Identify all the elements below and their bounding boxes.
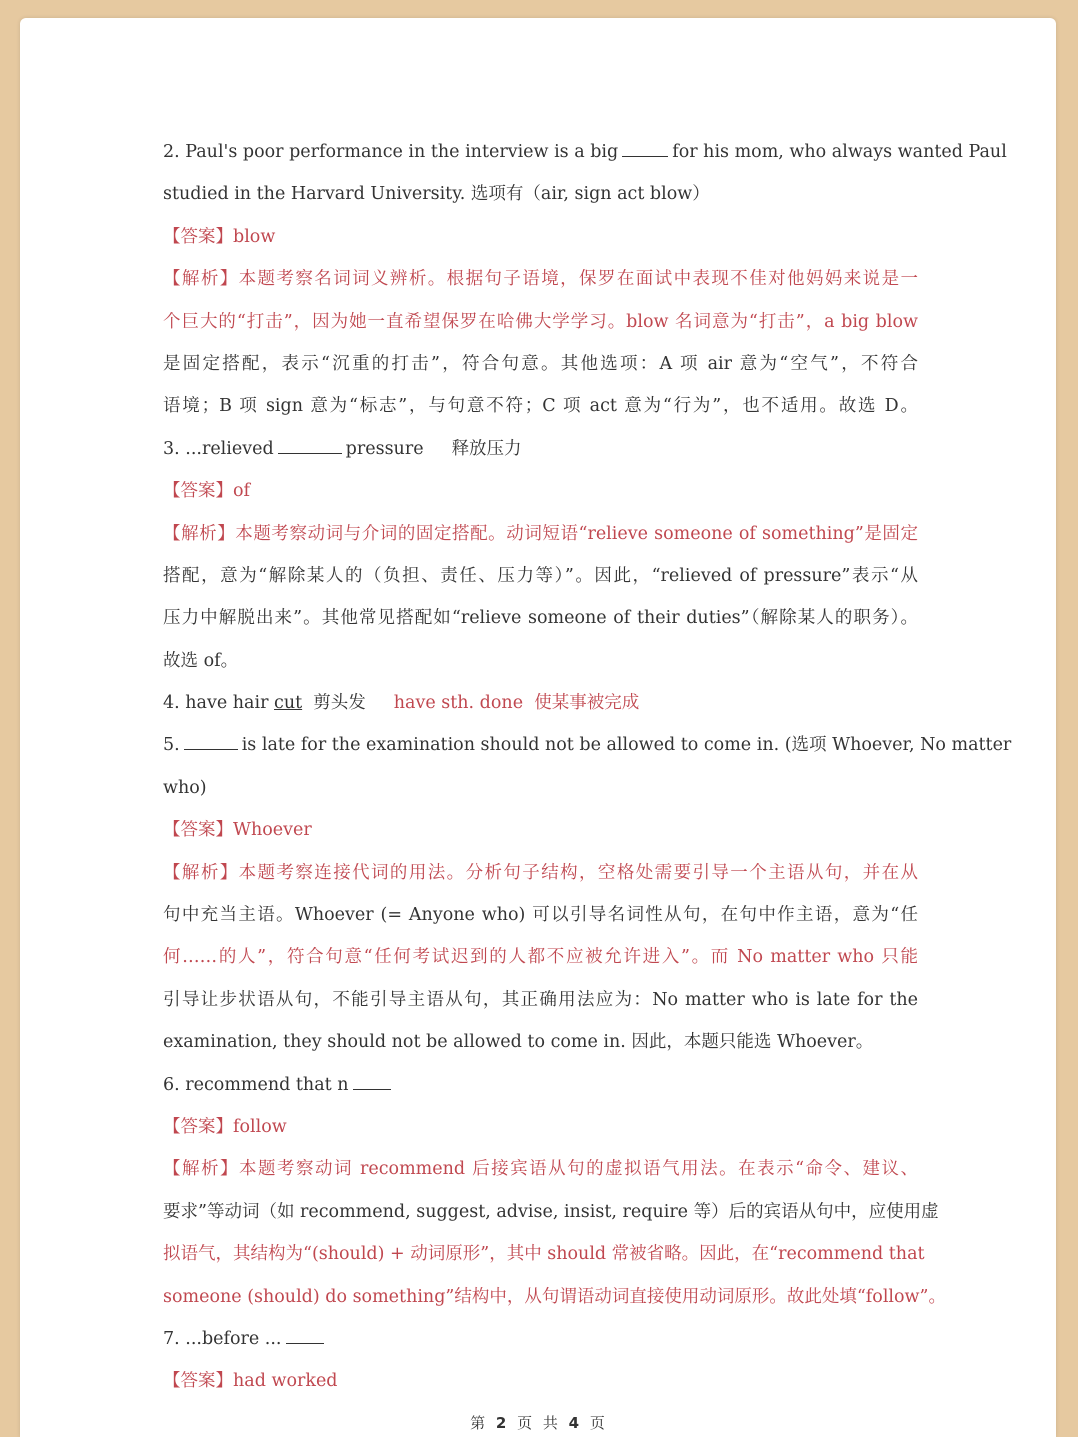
q2-blank	[622, 137, 668, 157]
footer-label: 页 共	[517, 1414, 561, 1432]
q3-analysis-line: 故选 of。	[163, 650, 239, 671]
q5-line-2: who)	[163, 777, 207, 798]
footer-page-total: 4	[568, 1414, 583, 1432]
q2-analysis-line: 个巨大的“打击”，因为她一直希望保罗在哈佛大学学习。blow 名词意为“打击”，a big blow	[163, 311, 918, 332]
q3-analysis-line	[163, 513, 918, 555]
q6-question	[163, 1064, 918, 1106]
q2-analysis-line: 是固定搭配，表示“沉重的打击”，符合句意。其他选项：A 项 air 意为“空气”，不符合	[163, 353, 918, 374]
q5-analysis-line: 【解析】本题考察连接代词的用法。分析句子结构，空格处需要引导一个主语从句，并在从	[163, 862, 918, 883]
q3-question	[163, 428, 918, 470]
q6-analysis-line: someone (should) do something”结构中，从句谓语动词直接使用动词原形。故此处填“follow”。	[163, 1286, 946, 1307]
q4-underlined-word: cut	[274, 693, 303, 714]
q4-chinese: 剪头发	[313, 693, 366, 714]
q2-text-b: for his mom, who always wanted Paul	[672, 142, 1007, 162]
q5-analysis-line: 句中充当主语。Whoever (= Anyone who) 可以引导名词性从句，在句中作主语，意为“任	[163, 905, 918, 926]
document-content	[163, 131, 1012, 1403]
q2-line-1	[163, 131, 1007, 173]
q3-analysis-line: 搭配，意为“解除某人的（负担、责任、压力等）”。因此，“relieved of pressure”表示“从	[163, 565, 918, 586]
q5-analysis-line: examination, they should not be allowed to come in. 因此，本题只能选 Whoever。	[163, 1032, 874, 1053]
q2-line-2: studied in the Harvard University. 选项有（air, sign act blow）	[163, 184, 710, 205]
q7-blank	[286, 1324, 324, 1344]
page-footer	[0, 1412, 1078, 1433]
q3-blank	[278, 433, 342, 453]
q2-answer: 【答案】blow	[163, 226, 276, 247]
q4-red-english: have sth. done	[393, 693, 524, 714]
q5-analysis-line: 引导让步状语从句，不能引导主语从句，其正确用法应为：No matter who is late for the	[163, 989, 918, 1010]
q2-text-a: 2. Paul's poor performance in the interview is a big	[163, 142, 619, 162]
q4-red-chinese: 使某事被完成	[534, 693, 640, 714]
q6-answer: 【答案】follow	[163, 1116, 287, 1137]
footer-label: 第	[470, 1414, 489, 1432]
q7-answer: 【答案】had worked	[163, 1371, 338, 1392]
q2-analysis-line: 语境；B 项 sign 意为“标志”，与句意不符；C 项 act 意为“行为”，也不适用。故选 D。	[163, 396, 918, 417]
q3-chinese: 释放压力	[451, 438, 522, 459]
q4-question	[163, 682, 918, 724]
q5-answer: 【答案】Whoever	[163, 820, 312, 841]
q3-prefix: 3. ...relieved	[163, 438, 274, 459]
q5-analysis-line: 何……的人”，符合句意“任何考试迟到的人都不应被允许进入”。而 No matter who 只能	[163, 947, 918, 968]
q3-answer: 【答案】of	[163, 481, 251, 502]
footer-label: 页	[589, 1414, 608, 1432]
q6-analysis-line: 【解析】本题考察动词 recommend 后接宾语从句的虚拟语气用法。在表示“命令、建议、	[163, 1159, 918, 1180]
q3-analysis-line: 压力中解脱出来”。其他常见搭配如“relieve someone of their duties”（解除某人的职务）。	[163, 608, 918, 629]
q6-analysis-line: 拟语气，其结构为“(should) + 动词原形”，其中 should 常被省略。因此，在“recommend that	[163, 1244, 925, 1265]
q6-blank	[353, 1069, 391, 1089]
q3-suffix: pressure	[345, 438, 424, 459]
q7-question	[163, 1318, 918, 1360]
footer-page-number: 2	[495, 1414, 510, 1432]
q6-prefix: 6. recommend that n	[163, 1074, 349, 1095]
q6-analysis-line: 要求”等动词（如 recommend, suggest, advise, insist, require 等）后的宾语从句中，应使用虚	[163, 1201, 939, 1222]
q5-line-1	[163, 724, 1012, 766]
q2-analysis-line: 【解析】本题考察名词词义辨析。根据句子语境，保罗在面试中表现不佳对他妈妈来说是一	[163, 269, 918, 290]
q5-text-b: is late for the examination should not be allowed to come in. (选项 Whoever, No matter	[241, 735, 1012, 756]
q5-prefix: 5.	[163, 735, 180, 756]
q4-prefix: 4. have hair	[163, 693, 269, 714]
q5-blank	[184, 730, 238, 750]
q3-analysis-text: 【解析】本题考察动词与介词的固定搭配。动词短语“relieve someone of something”是固定	[163, 523, 918, 544]
q7-prefix: 7. ...before ...	[163, 1328, 282, 1349]
